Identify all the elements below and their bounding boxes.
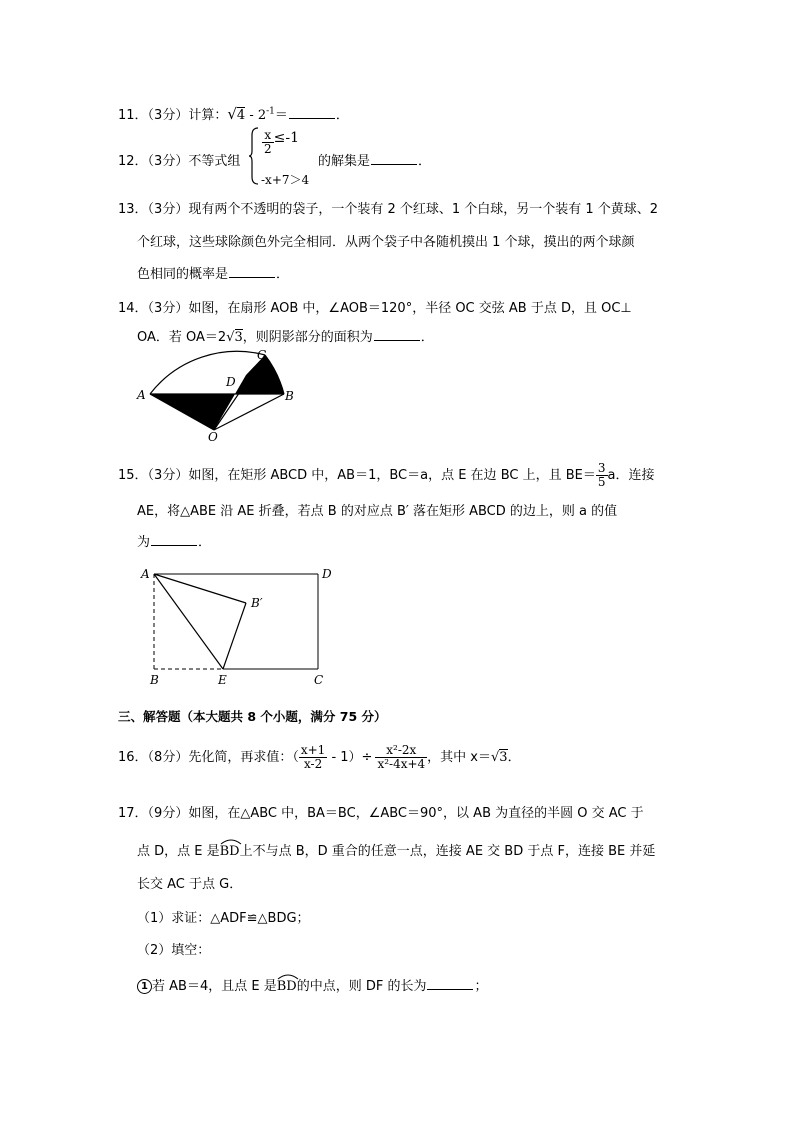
question-points: （3分） [147, 154, 189, 169]
question-text: a．连接 [607, 468, 655, 483]
question-number: 14． [118, 301, 148, 316]
sqrt-sign: √ [227, 105, 237, 123]
label-d: D [322, 567, 332, 581]
expression-part: - 1）÷ [327, 750, 373, 765]
answer-blank [289, 106, 335, 119]
question-number: 17． [118, 806, 148, 821]
label-c: C [257, 348, 267, 362]
question-text: 如图，在△ABC 中，BA＝BC，∠ABC＝90°，以 AB 为直径的半圆 O 交 AC 于 [188, 806, 644, 821]
radicand: 3 [499, 750, 508, 765]
inequality-relation: ≤-1 [273, 130, 300, 146]
arc-label: BD [219, 844, 240, 859]
fraction-denominator: x²-4x+4 [377, 757, 426, 771]
question-points: （3分） [147, 108, 189, 123]
shaded-triangle [150, 394, 235, 430]
question-13-line-2: 个红球，这些球除颜色外完全相同．从两个袋子中各随机摸出 1 个球，摸出的两个球颜 [137, 235, 635, 250]
inequality-1 [262, 129, 299, 156]
arc-bd-notation [220, 844, 240, 859]
fraction-numerator: x²-2x [375, 744, 427, 758]
question-15-line-3 [137, 531, 211, 550]
question-13-line-3 [137, 263, 289, 282]
label-b: B [150, 673, 159, 687]
answer-blank [371, 152, 417, 165]
segment-b-prime-e [223, 603, 246, 669]
question-number: 11． [118, 108, 148, 123]
question-text: OA．若 OA＝2 [137, 330, 227, 345]
question-text: 点 D，点 E 是 [137, 844, 220, 859]
fraction-numerator: 3 [597, 461, 606, 475]
question-text: ，其中 x＝ [427, 750, 491, 765]
question-number: 16． [118, 750, 148, 765]
question-text: 若 AB＝4，且点 E 是 [152, 979, 277, 994]
period: ． [418, 154, 432, 169]
radicand: 3 [234, 330, 243, 345]
label-e: E [218, 673, 227, 687]
arc-bd-notation [277, 979, 297, 994]
question-17-line-3: 长交 AC 于点 G． [137, 877, 243, 892]
fraction-denominator: 5 [597, 475, 606, 489]
question-12-tail [318, 150, 431, 169]
question-15-line-1 [118, 462, 654, 489]
period: ． [198, 535, 212, 550]
question-points: （9分） [147, 806, 189, 821]
inequality-brace [249, 127, 259, 185]
question-17-part-2: （2）填空： [137, 943, 211, 958]
rectangle-figure [138, 560, 338, 690]
question-points: （3分） [147, 468, 189, 483]
period: ． [507, 750, 521, 765]
equals-sign: ＝ [274, 108, 288, 123]
label-o: O [208, 430, 218, 444]
question-number: 13． [118, 202, 148, 217]
question-17-line-1 [118, 802, 644, 821]
exponent: -1 [266, 106, 275, 117]
question-15-line-2: AE，将△ABE 沿 AE 折叠，若点 B 的对应点 B′ 落在矩形 ABCD 的边上，则 a 的值 [137, 504, 618, 519]
question-17-subpart-1 [137, 975, 487, 994]
answer-blank [374, 328, 420, 341]
section-heading: 三、解答题（本大题共 8 个小题，满分 75 分） [118, 709, 387, 724]
question-number: 15． [118, 468, 148, 483]
question-text: 色相同的概率是 [137, 267, 229, 282]
question-text: 不等式组 [188, 154, 241, 169]
fraction-denominator: x-2 [303, 757, 323, 771]
question-text: 上不与点 B，D 重合的任意一点，连接 AE 交 BD 于点 F，连接 BE 并延 [239, 844, 656, 859]
question-points: （3分） [147, 202, 189, 217]
fold-line-ae [154, 574, 223, 669]
question-text: 计算： [188, 108, 228, 123]
question-16 [118, 744, 521, 771]
label-c: C [314, 673, 324, 687]
period: ． [420, 330, 434, 345]
label-b-prime: B′ [251, 596, 263, 610]
label-a: A [141, 567, 150, 581]
question-number: 12． [118, 154, 148, 169]
period: ． [276, 267, 290, 282]
answer-blank [427, 977, 473, 990]
circled-number: 1 [137, 979, 152, 994]
radicand: 4 [236, 108, 246, 123]
question-text: 的中点，则 DF 的长为 [296, 979, 427, 994]
inequality-2: -x+7＞4 [261, 173, 310, 187]
question-11 [118, 104, 349, 123]
sqrt-sign: √ [491, 750, 500, 765]
semicolon: ； [474, 979, 488, 994]
period: ． [335, 108, 349, 123]
question-text: 如图，在矩形 ABCD 中，AB＝1，BC＝a，点 E 在边 BC 上，且 BE＝ [188, 468, 596, 483]
expression-part: - 2 [245, 108, 267, 123]
fraction-denominator: 2 [264, 142, 272, 156]
question-text: 现有两个不透明的袋子，一个装有 2 个红球、1 个白球，另一个装有 1 个黄球、2 [188, 202, 659, 217]
question-17-line-2 [137, 840, 655, 859]
question-points: （3分） [147, 301, 189, 316]
answer-blank [229, 265, 275, 278]
question-12-lead [118, 150, 240, 169]
question-text: 为 [137, 535, 151, 550]
arc-label: BD [276, 979, 297, 994]
answer-blank [151, 533, 197, 546]
fraction-numerator: x+1 [300, 743, 326, 757]
question-text: ，则阴影部分的面积为 [242, 330, 373, 345]
label-d: D [226, 375, 236, 389]
sector-figure [130, 340, 300, 445]
label-b: B [285, 389, 294, 403]
question-14-line-1 [118, 297, 632, 316]
question-text: 的解集是 [318, 154, 371, 169]
question-points: （8分） [147, 750, 189, 765]
question-13-line-1 [118, 198, 658, 217]
sqrt-sign: √ [226, 330, 235, 345]
segment-ab-prime [154, 574, 246, 603]
question-17-part-1: （1）求证：△ADF≌△BDG； [137, 911, 310, 926]
question-text: 如图，在扇形 AOB 中，∠AOB＝120°，半径 OC 交弦 AB 于点 D，且 OC⊥ [188, 301, 632, 316]
label-a: A [137, 388, 146, 402]
fraction-numerator: x [262, 129, 274, 143]
question-text: 先化简，再求值：（ [188, 750, 299, 765]
